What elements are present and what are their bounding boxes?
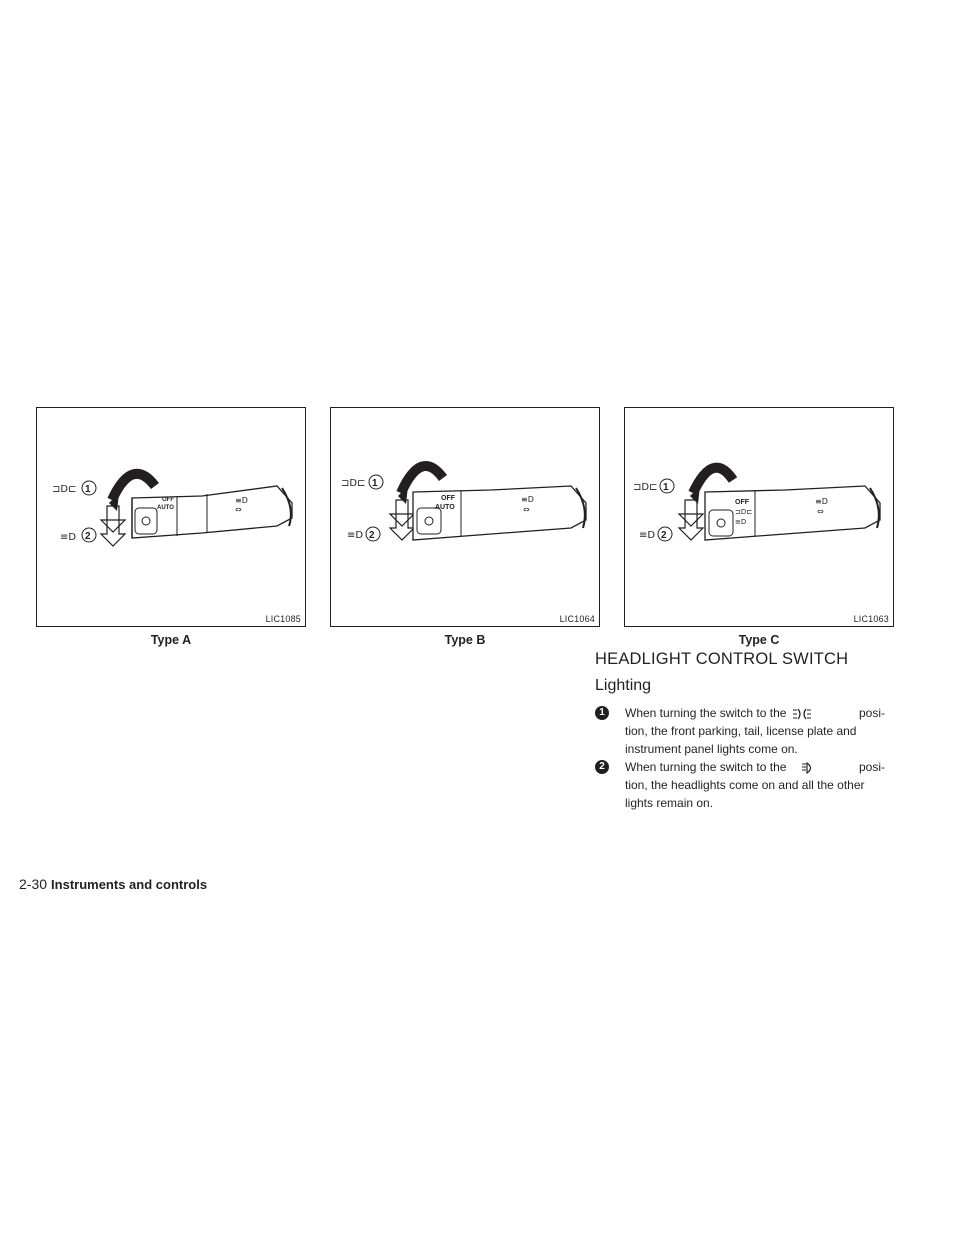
figure-caption-type-c: Type C — [738, 633, 780, 647]
item-text-after: posi- — [858, 760, 885, 774]
svg-text:⊐D⊏: ⊐D⊏ — [52, 484, 77, 495]
switch-label-off: OFF — [162, 497, 174, 503]
figure-caption-type-b: Type B — [444, 633, 486, 647]
figure-type-c — [624, 407, 894, 627]
item-number: 1 — [595, 706, 609, 720]
figure-code: LIC1085 — [265, 614, 301, 624]
svg-text:≡D: ≡D — [347, 530, 364, 541]
callout-2: 2 — [369, 530, 375, 541]
svg-text:≡D: ≡D — [235, 496, 248, 505]
switch-label-off: OFF — [735, 499, 749, 506]
footer-section-name: Instruments and controls — [51, 877, 208, 892]
svg-text:⊐D⊏: ⊐D⊏ — [341, 478, 366, 489]
switch-label-auto: AUTO — [157, 505, 174, 511]
svg-text:≡D: ≡D — [815, 497, 828, 506]
list-item-1 — [595, 704, 885, 758]
callout-2: 2 — [661, 530, 667, 541]
parking-lights-icon — [792, 708, 812, 720]
switch-label-off: OFF — [441, 495, 455, 502]
callout-2: 2 — [85, 531, 91, 542]
svg-text:≡D: ≡D — [60, 532, 77, 543]
figure-caption-type-a: Type A — [150, 633, 192, 647]
svg-text:⇔: ⇔ — [817, 507, 824, 516]
list-item-2 — [595, 758, 885, 812]
item-text-before: When turning the switch to the — [625, 760, 787, 774]
item-number: 2 — [595, 760, 609, 774]
svg-text:≡D: ≡D — [735, 518, 747, 526]
figure-type-b — [330, 407, 600, 627]
svg-text:⇔: ⇔ — [523, 505, 530, 514]
headlight-icon — [792, 762, 818, 774]
switch-illustration — [331, 408, 599, 626]
item-text-before: When turning the switch to the — [625, 706, 787, 720]
switch-illustration — [625, 408, 893, 626]
item-text-rest: tion, the headlights come on and all the other lights remain on. — [625, 778, 865, 810]
page-footer — [19, 876, 207, 892]
switch-label-auto: AUTO — [435, 504, 455, 511]
figure-code: LIC1064 — [559, 614, 595, 624]
figure-code: LIC1063 — [853, 614, 889, 624]
callout-1: 1 — [85, 484, 91, 495]
item-text-after: posi- — [858, 706, 885, 720]
item-text-rest: tion, the front parking, tail, license plate and instrument panel lights come on. — [625, 724, 857, 756]
figure-type-a — [36, 407, 306, 627]
switch-illustration — [37, 408, 305, 626]
svg-text:≡D: ≡D — [521, 495, 534, 504]
svg-text:⇔: ⇔ — [235, 505, 242, 514]
page-number: 2-30 — [19, 876, 48, 892]
section-subtitle: Lighting — [595, 677, 652, 694]
svg-text:⊐D⊏: ⊐D⊏ — [735, 508, 753, 516]
callout-1: 1 — [663, 482, 669, 493]
callout-1: 1 — [372, 478, 378, 489]
svg-text:⊐D⊏: ⊐D⊏ — [633, 482, 658, 493]
section-title: HEADLIGHT CONTROL SWITCH — [595, 650, 849, 668]
svg-text:≡D: ≡D — [639, 530, 656, 541]
